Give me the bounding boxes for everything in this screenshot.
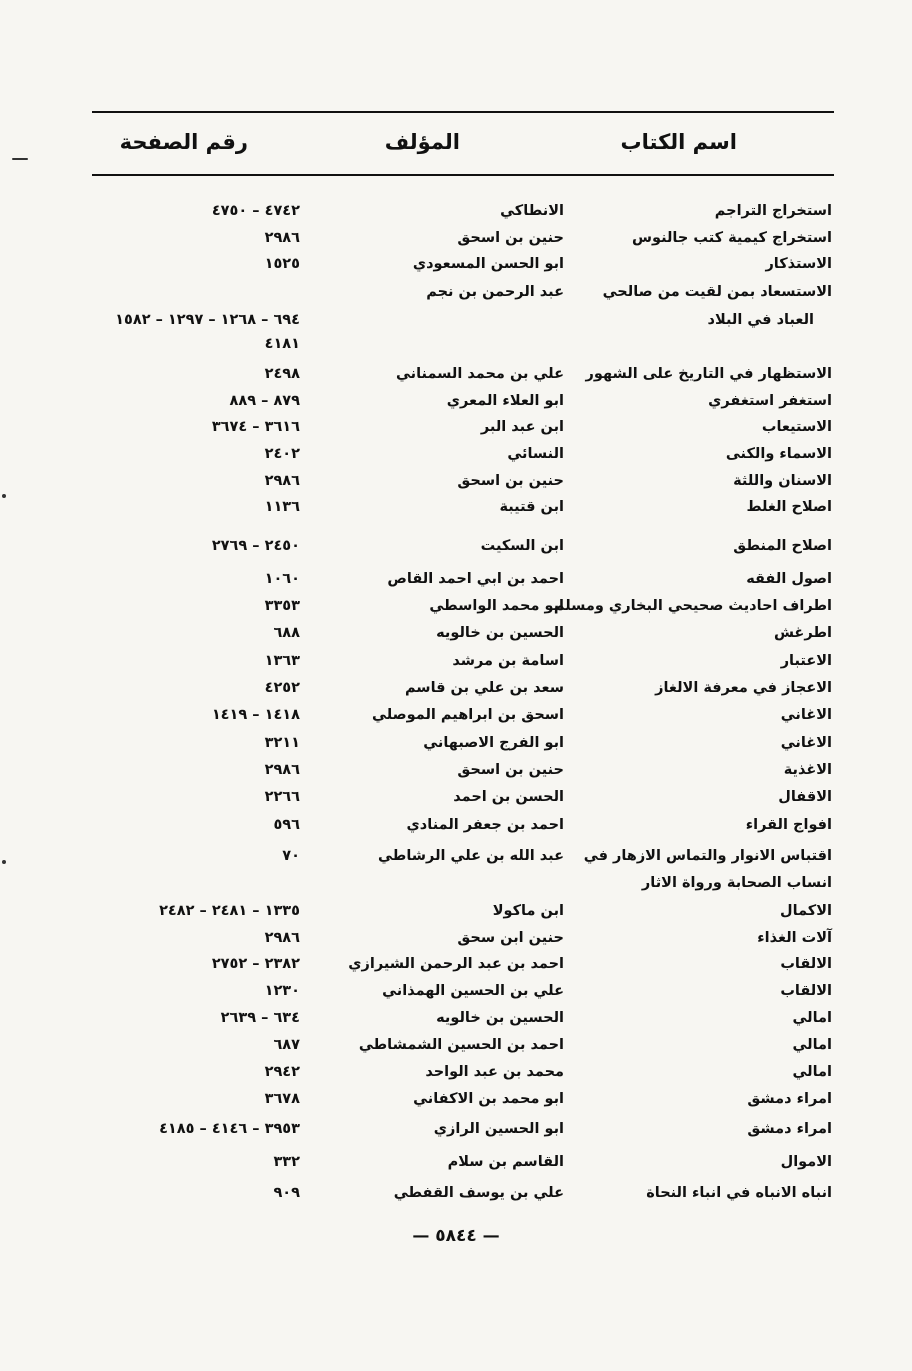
book-title: اطرغش <box>773 625 832 641</box>
book-title: انساب الصحابة ورواة الاثار <box>641 875 832 891</box>
book-title: الاغاني <box>780 707 832 723</box>
author-name: القاسم بن سلام <box>447 1154 564 1170</box>
header-page-number: رقم الصفحة <box>119 130 248 154</box>
author-name: احمد بن ابي احمد القاص <box>387 571 564 587</box>
page-numbers: ١٣٦٣ <box>264 653 300 669</box>
author-name: اسامة بن مرشد <box>452 653 564 669</box>
scan-mark <box>12 158 28 160</box>
page-numbers: ١١٣٦ <box>264 499 300 515</box>
page-numbers: ١٤١٨ – ١٤١٩ <box>211 707 300 723</box>
book-title: الاعجاز في معرفة الالغاز <box>655 680 832 696</box>
author-name: عبد الرحمن بن نجم <box>426 284 564 300</box>
book-title: الاموال <box>780 1154 832 1170</box>
book-title: اصلاح الغلط <box>746 499 832 515</box>
book-title: اصلاح المنطق <box>733 538 832 554</box>
page-numbers: ٦٨٨ <box>273 625 300 641</box>
page-numbers: ٣٦١٦ – ٣٦٧٤ <box>211 419 300 435</box>
author-name: ابن قتيبة <box>499 499 564 515</box>
page-numbers: ٣٣٥٣ <box>264 598 300 614</box>
author-name: الحسين بن خالويه <box>436 625 564 641</box>
author-name: حنين بن اسحق <box>457 230 564 246</box>
book-title: الاغذية <box>783 762 832 778</box>
author-name: ابن السكيت <box>480 538 564 554</box>
page-numbers: ١٠٦٠ <box>264 571 300 587</box>
scan-mark <box>2 860 6 864</box>
page-numbers: ٢٢٦٦ <box>264 789 300 805</box>
author-name: ابو الحسن المسعودي <box>412 256 564 272</box>
page-numbers: ٢٩٤٢ <box>264 1064 300 1080</box>
book-title: امراء دمشق <box>747 1091 832 1107</box>
page-numbers: ٨٧٩ – ٨٨٩ <box>229 393 300 409</box>
author-name: سعد بن علي بن قاسم <box>404 680 564 696</box>
author-name: محمد بن عبد الواحد <box>425 1064 564 1080</box>
book-title: الالقاب <box>780 956 832 972</box>
page-numbers: ٤١٨١ <box>264 336 300 352</box>
page-numbers: ١٢٣٠ <box>264 983 300 999</box>
author-name: ابو محمد بن الاكفاني <box>413 1091 564 1107</box>
page-numbers: ٢٤٥٠ – ٢٧٦٩ <box>211 538 300 554</box>
author-name: ابو الفرج الاصبهاني <box>423 735 564 751</box>
author-name: احمد بن جعفر المنادي <box>406 817 564 833</box>
author-name: الحسين بن خالويه <box>436 1010 564 1026</box>
page-numbers: ٢٤٠٢ <box>264 446 300 462</box>
book-title: انباه الانباه في انباء النحاة <box>646 1185 832 1201</box>
book-title: الاسنان واللثة <box>733 473 832 489</box>
page-numbers: ٧٠ <box>282 848 300 864</box>
author-name: علي بن الحسين الهمذاني <box>382 983 564 999</box>
page-numbers: ٦٨٧ <box>273 1037 300 1053</box>
book-title: العباد في البلاد <box>707 312 814 328</box>
page-numbers: ٦٣٤ – ٢٦٣٩ <box>220 1010 300 1026</box>
book-title: اطراف احاديث صحيحي البخاري ومسلم <box>553 598 832 614</box>
book-title: امالي <box>792 1064 832 1080</box>
book-title: الاستيعاب <box>761 419 832 435</box>
author-name: ابو العلاء المعري <box>446 393 564 409</box>
header-author: المؤلف <box>384 130 460 154</box>
author-name: حنين ابن سحق <box>457 930 564 946</box>
book-title: اقتباس الانوار والتماس الازهار في <box>583 848 832 864</box>
scan-mark <box>2 494 6 498</box>
book-title: الاكمال <box>780 903 832 919</box>
author-name: الحسن بن احمد <box>453 789 564 805</box>
book-title: الاغاني <box>780 735 832 751</box>
book-title: امراء دمشق <box>747 1121 832 1137</box>
page-numbers: ٢٩٨٦ <box>264 230 300 246</box>
author-name: الانطاكي <box>500 203 564 219</box>
author-name: اسحق بن ابراهيم الموصلي <box>372 707 564 723</box>
book-title: الاستذكار <box>765 256 832 272</box>
book-title: الالقاب <box>780 983 832 999</box>
book-title: الاستظهار في التاريخ على الشهور <box>585 366 832 382</box>
page-numbers: ٣٩٥٣ – ٤١٤٦ – ٤١٨٥ <box>159 1121 300 1137</box>
page-numbers: ٤٧٤٢ – ٤٧٥٠ <box>211 203 300 219</box>
book-title: الاستسعاد بمن لقيت من صالحي <box>602 284 832 300</box>
page-numbers: ٢٩٨٦ <box>264 473 300 489</box>
page-numbers: ٢٩٨٦ <box>264 762 300 778</box>
book-title: امالي <box>792 1037 832 1053</box>
author-name: علي بن يوسف القفطي <box>393 1185 564 1201</box>
book-title: الاقفال <box>778 789 832 805</box>
page-numbers: ٣٦٧٨ <box>264 1091 300 1107</box>
page-numbers: ٢٣٨٢ – ٢٧٥٢ <box>211 956 300 972</box>
page-numbers: ٢٩٨٦ <box>264 930 300 946</box>
author-name: ابو محمد الواسطي <box>429 598 564 614</box>
book-title: اصول الفقه <box>746 571 832 587</box>
page-numbers: ١٣٣٥ – ٢٤٨١ – ٢٤٨٢ <box>159 903 300 919</box>
author-name: احمد بن عبد الرحمن الشيرازي <box>348 956 564 972</box>
page-numbers: ٩٠٩ <box>273 1185 300 1201</box>
header-book-title: اسم الكتاب <box>620 130 737 154</box>
page-numbers: ٣٣٢ <box>273 1154 300 1170</box>
page-numbers: ٤٢٥٢ <box>264 680 300 696</box>
author-name: النسائي <box>507 446 564 462</box>
page-numbers: ٢٤٩٨ <box>264 366 300 382</box>
book-title: استخراج التراجم <box>714 203 832 219</box>
page-numbers: ١٥٢٥ <box>264 256 300 272</box>
book-title: استغفر استغفري <box>708 393 832 409</box>
page-number: — ٥٨٤٤ — <box>412 1226 500 1246</box>
author-name: ابن عبد البر <box>480 419 564 435</box>
author-name: حنين بن اسحق <box>457 762 564 778</box>
page-numbers: ٣٢١١ <box>264 735 300 751</box>
author-name: حنين بن اسحق <box>457 473 564 489</box>
author-name: علي بن محمد السمناني <box>395 366 564 382</box>
book-title: امالي <box>792 1010 832 1026</box>
book-title: استخراج كيمية كتب جالنوس <box>631 230 832 246</box>
author-name: ابو الحسين الرازي <box>433 1121 564 1137</box>
author-name: عبد الله بن علي الرشاطي <box>378 848 564 864</box>
book-title: الاسماء والكنى <box>725 446 832 462</box>
book-title: افواج القراء <box>745 817 832 833</box>
page-numbers: ٥٩٦ <box>273 817 300 833</box>
book-title: الاعتبار <box>780 653 832 669</box>
book-title: آلات الغذاء <box>757 930 832 946</box>
author-name: احمد بن الحسين الشمشاطي <box>358 1037 564 1053</box>
page-numbers: ٦٩٤ – ١٢٦٨ – ١٢٩٧ – ١٥٨٢ <box>115 312 300 328</box>
author-name: ابن ماكولا <box>492 903 564 919</box>
